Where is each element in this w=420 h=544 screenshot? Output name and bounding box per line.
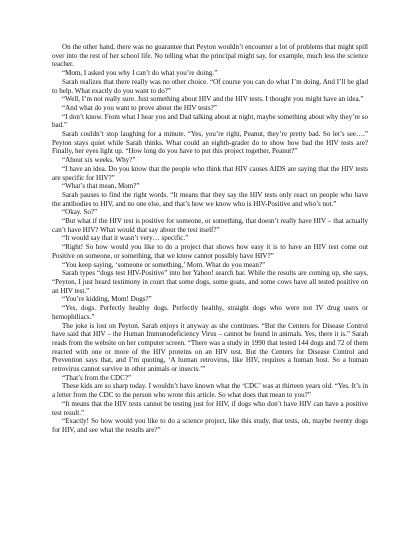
document-page [52, 43, 368, 435]
paragraph: Sarah couldn’t stop laughing for a minute. “Yes, you’re right, Peanut, they’re pretty bad. So let’s see….” Peyton stays quiet while Sarah thinks. What could an eighth-grader do to show how bad the HIV tests are? Finally, her eyes light up. “How long do you have to put this project together, Peanut?” [52, 130, 368, 156]
paragraph: “You’re kidding, Mom! Dogs?” [62, 295, 152, 304]
paragraph: “Yes, dogs. Perfectly healthy dogs. Perfectly healthy, straight dogs who were not IV drug users or hemophiliacs.” [52, 304, 368, 321]
paragraph: “It means that the HIV tests cannot be testing just for HIV, if dogs who don’t have HIV can have a positive test result.” [52, 399, 368, 417]
paragraph: “Right! So how would you like to do a project that shows how easy it is to have an HIV test come out Positive on someone, or something, that we know cannot possibly have HIV?” [52, 243, 368, 260]
paragraph: “You keep saying, ‘someone or something,’ Mom. What do you mean?” [62, 260, 266, 269]
paragraph: “I don’t know. From what I hear you and Dad talking about at night, maybe something about why they’re so bad.” [52, 112, 368, 130]
paragraph: “Exactly! So how would you like to do a science project, like this study, that tests, oh, maybe twenty dogs for HIV, and see what the results are?” [52, 417, 368, 434]
paragraph: “It would say that it wasn’t very… specific.” [62, 234, 189, 243]
paragraph: Sarah pauses to find the right words. “It means that they say the HIV tests only react on people who have the antibodies to HIV, and no one else, and that’s how we know who is HIV-Positive and who’s not.” [52, 190, 368, 208]
paragraph: These kids are so sharp today. I wouldn’t have known what the ‘CDC’ was at thirteen years old. “Yes. It’s in a letter from the CDC to the person who wrote this article. So what does that mean to you?” [52, 382, 368, 400]
paragraph: “And what do you want to prove about the HIV tests?” [62, 103, 217, 112]
paragraph: “I have an idea. Do you know that the people who think that HIV causes AIDS are saying that the HIV tests are specific for HIV?” [52, 164, 368, 182]
paragraph: Sarah realizes that there really was no other choice. “Of course you can do what I’m doing. And I’ll be glad to help. What exactly do you want to do?” [52, 77, 368, 95]
paragraph: Sarah types “dogs test HIV-Positive” into her Yahoo! search bar. While the results are coming up, she says, “Peyton, I just heard testimony in court that some dogs, some goats, and some cows have all tested positive on an HIV test.” [52, 269, 368, 295]
paragraph: “What’s that mean, Mom?” [62, 182, 140, 191]
paragraph: “That’s from the CDC?” [62, 373, 132, 382]
paragraph: The joke is lost on Peyton. Sarah enjoys it anyway as she continues. “But the Centers for Disease Control have said that HIV – the Human Immunodeficiency Virus – cannot be found in animals. Yes, there it is.” Sarah reads from the website on her computer screen. “There was a study in 1990 that tested 144 dogs and 72 of them reacted with one or more of the HIV proteins on an HIV test. But the Centers for Disease Control and Prevention says that, and I’m quoting, ‘A human retrovirus, like HIV, requires a human host. So a human retrovirus cannot survive in other animals or insects.’” [52, 321, 368, 374]
paragraph: “But what if the HIV test is positive for someone, or something, that doesn’t really have HIV – that actually can’t have HIV? What would that say about the test itself?” [52, 217, 368, 234]
paragraph: “Okay. So?” [62, 208, 98, 217]
paragraph: “Well, I’m not really sure. Just something about HIV and the HIV tests. I thought you might have an idea.” [62, 95, 364, 104]
paragraph: “Mom, I asked you why I can’t do what you’re doing.” [62, 69, 218, 78]
paragraph: On the other hand, there was no guarantee that Peyton wouldn’t encounter a lot of problems that might spill over into the rest of her school life. No telling what the principal might say, for example, much less the science teacher. [52, 43, 368, 69]
paragraph: “About six weeks. Why?” [62, 156, 136, 165]
